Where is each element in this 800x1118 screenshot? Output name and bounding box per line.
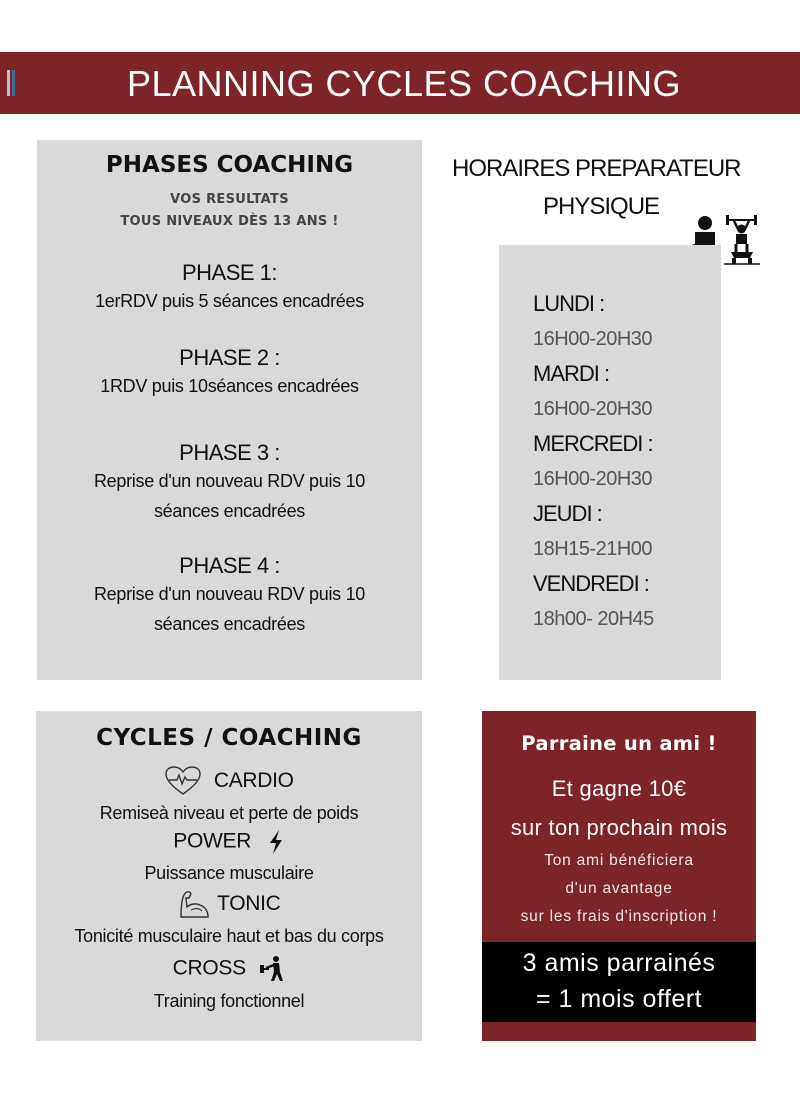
phase-3-name: PHASE 3 : [179, 440, 280, 465]
hours-list [533, 287, 654, 637]
referral-line-1: Et gagne 10€ [551, 776, 687, 801]
phase-2 [37, 345, 422, 401]
phase-3-desc-2: séances encadrées [153, 501, 305, 521]
phases-subtitle-2: TOUS NIVEAUX DÈS 13 ANS ! [120, 214, 339, 229]
cycle-tonic-desc: Tonicité musculaire haut et bas du corps [74, 926, 384, 946]
header-banner [0, 52, 800, 114]
phase-3-desc-1: Reprise d'un nouveau RDV puis 10 [93, 471, 365, 491]
cycle-cardio [36, 765, 422, 797]
cycles-panel [36, 711, 422, 1041]
referral-note-2: d'un avantage [565, 880, 673, 897]
cycle-tonic [36, 889, 422, 919]
phase-2-desc: 1RDV puis 10séances encadrées [100, 376, 359, 396]
hours-title-line-2: PHYSIQUE [543, 193, 660, 220]
cycle-tonic-name: TONIC [217, 891, 281, 915]
cycle-cross-name: CROSS [172, 956, 246, 980]
phase-1-desc: 1erRDV puis 5 séances encadrées [95, 291, 364, 311]
day-label: JEUDI : [533, 501, 602, 526]
phases-panel [37, 140, 422, 680]
cycle-power-desc: Puissance musculaire [144, 863, 314, 883]
phase-4-desc-1: Reprise d'un nouveau RDV puis 10 [93, 584, 365, 604]
cycle-power-name: POWER [173, 829, 252, 853]
phase-4-desc-2: séances encadrées [153, 614, 305, 634]
referral-note-3: sur les frais d'inscription ! [520, 908, 718, 925]
page-title: PLANNING CYCLES COACHING [126, 63, 682, 104]
phase-4-name: PHASE 4 : [179, 553, 280, 578]
cycle-cardio-name: CARDIO [213, 768, 294, 792]
time-slot: 16H00-20H30 [533, 468, 653, 490]
phases-subtitle-1: VOS RESULTATS [170, 192, 289, 207]
time-slot: 18h00- 20H45 [533, 608, 654, 630]
time-slot: 16H00-20H30 [533, 328, 653, 350]
hours-panel [499, 245, 721, 680]
phases-title: PHASES COACHING [105, 152, 354, 178]
dumbbell-athlete-icon [259, 955, 285, 983]
time-slot: 18H15-21H00 [533, 538, 653, 560]
cycle-cross-desc: Training fonctionnel [153, 991, 305, 1011]
referral-title: Parraine un ami ! [521, 732, 717, 755]
cycle-cross [36, 955, 422, 983]
day-label: MARDI : [533, 361, 610, 386]
phase-1 [37, 260, 422, 316]
referral-panel [482, 711, 756, 1041]
flexed-arm-icon [178, 889, 210, 919]
cycle-power [36, 829, 422, 855]
time-slot: 16H00-20H30 [533, 398, 653, 420]
referral-offer-2: = 1 mois offert [535, 985, 703, 1013]
heart-pulse-icon [164, 765, 202, 797]
lightning-icon [267, 829, 285, 855]
referral-offer-1: 3 amis parrainés [522, 949, 716, 977]
cycle-cardio-desc: Remiseà niveau et perte de poids [99, 803, 359, 823]
referral-line-2: sur ton prochain mois [510, 815, 728, 840]
referral-offer-box [482, 942, 756, 1022]
hours-title-line-1: HORAIRES PREPARATEUR [452, 155, 741, 182]
referral-note-1: Ton ami bénéficiera [544, 852, 694, 869]
phase-3 [37, 440, 422, 526]
phase-4 [37, 553, 422, 639]
phase-1-name: PHASE 1: [181, 260, 278, 285]
day-label: MERCREDI : [533, 431, 653, 456]
phase-2-name: PHASE 2 : [179, 345, 280, 370]
day-label: LUNDI : [533, 291, 605, 316]
cycles-title: CYCLES / COACHING [96, 725, 362, 751]
day-label: VENDREDI : [533, 571, 649, 596]
